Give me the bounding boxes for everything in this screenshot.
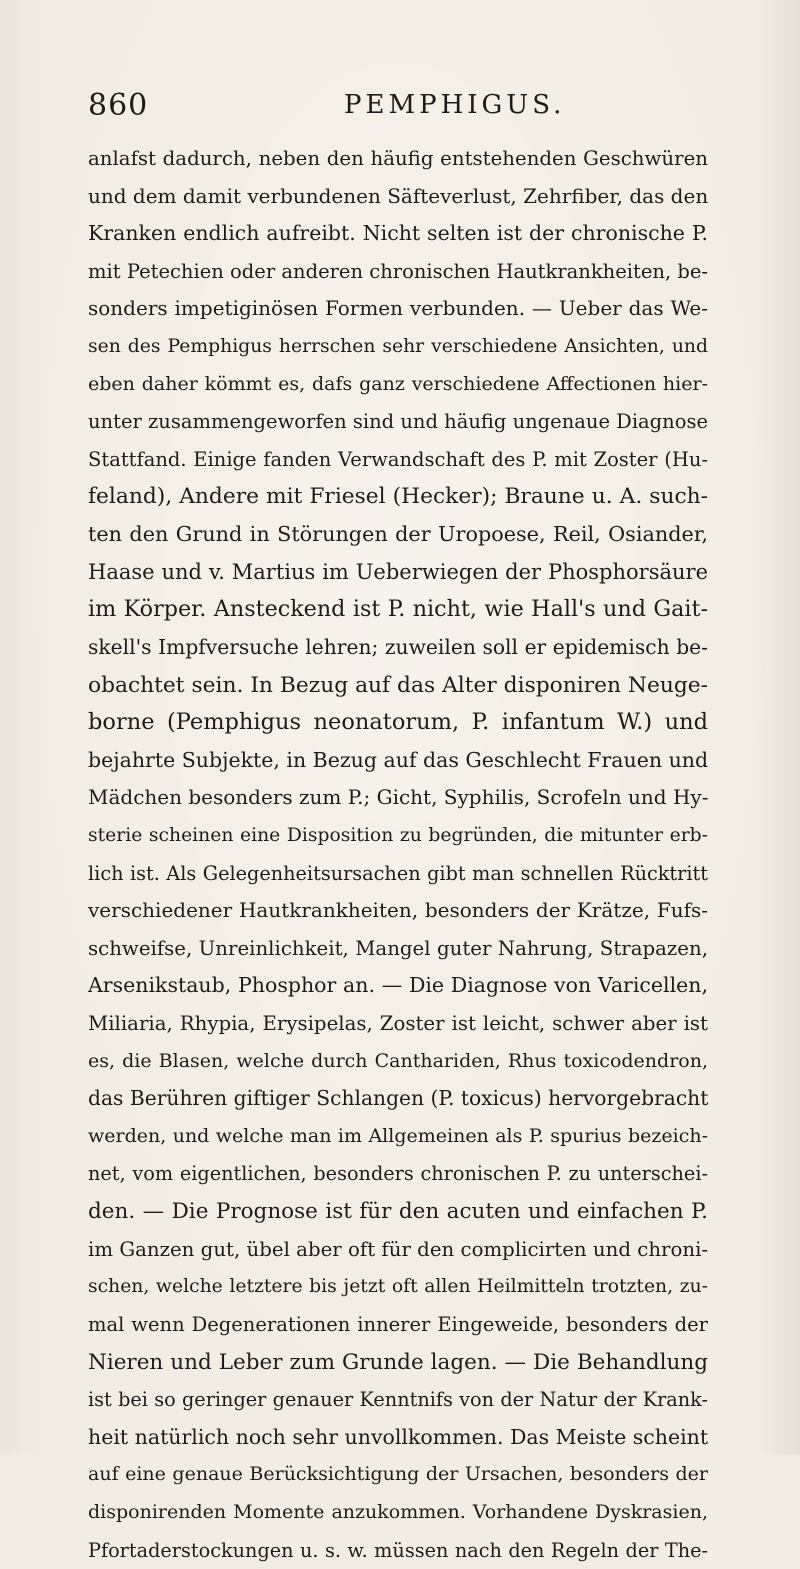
text-line: mal wenn Degenerationen innerer Eingeweide, besonders der bbox=[88, 1312, 708, 1336]
text-line: Pfortaderstockungen u. s. w. müssen nach den Regeln der The- bbox=[88, 1538, 708, 1562]
text-line: disponirenden Momente anzukommen. Vorhandene Dyskrasien, bbox=[88, 1500, 708, 1523]
text-line: feland), Andere mit Friesel (Hecker); Braune u. A. such- bbox=[88, 484, 708, 510]
text-line: werden, und welche man im Allgemeinen als P. spurius bezeich- bbox=[88, 1124, 708, 1147]
text-line: Mädchen besonders zum P.; Gicht, Syphilis, Scrofeln und Hy- bbox=[88, 785, 708, 810]
text-line: eben daher kömmt es, dafs ganz verschiedene Affectionen hier- bbox=[88, 372, 708, 395]
page-header bbox=[88, 88, 688, 128]
text-line: Haase und v. Martius im Ueberwiegen der Phosphorsäure bbox=[88, 559, 708, 584]
text-line: und dem damit verbundenen Säfteverlust, Zehrfiber, das den bbox=[88, 183, 708, 208]
text-line: schen, welche letztere bis jetzt oft allen Heilmitteln trotzten, zu- bbox=[88, 1276, 708, 1298]
text-line: sen des Pemphigus herrschen sehr verschiedene Ansichten, und bbox=[88, 336, 708, 358]
text-line: Nieren und Leber zum Grunde lagen. — Die Behandlung bbox=[88, 1349, 708, 1375]
text-line: net, vom eigentlichen, besonders chronischen P. zu unterschei- bbox=[88, 1162, 708, 1186]
text-line: lich ist. Als Gelegenheitsursachen gibt man schnellen Rücktritt bbox=[88, 861, 708, 885]
text-line: ist bei so geringer genauer Kenntnifs von der Natur der Krank- bbox=[88, 1388, 708, 1412]
text-line: Stattfand. Einige fanden Verwandschaft des P. mit Zoster (Hu- bbox=[88, 447, 708, 471]
text-line: verschiedener Hautkrankheiten, besonders der Krätze, Fufs- bbox=[88, 898, 708, 923]
text-line: heit natürlich noch sehr unvollkommen. Das Meiste scheint bbox=[88, 1424, 708, 1449]
text-line: unter zusammengeworfen sind und häufig ungenaue Diagnose bbox=[88, 410, 708, 434]
page-number: 860 bbox=[88, 88, 149, 123]
text-line: den. — Die Prognose ist für den acuten und einfachen P. bbox=[88, 1199, 708, 1225]
text-line: sonders impetiginösen Formen verbunden. — Ueber das We- bbox=[88, 296, 708, 321]
text-line: bejahrte Subjekte, in Bezug auf das Geschlecht Frauen und bbox=[88, 747, 708, 772]
text-line: Miliaria, Rhypia, Erysipelas, Zoster ist leicht, schwer aber ist bbox=[88, 1012, 708, 1036]
text-line: ten den Grund in Störungen der Uropoese, Reil, Osiander, bbox=[88, 522, 708, 547]
text-line: obachtet sein. In Bezug auf das Alter disponiren Neuge- bbox=[88, 672, 708, 698]
text-line: borne (Pemphigus neonatorum, P. infantum W.) und bbox=[88, 709, 708, 736]
text-line: schweifse, Unreinlichkeit, Mangel guter Nahrung, Strapazen, bbox=[88, 936, 708, 960]
running-title: PEMPHIGUS. bbox=[344, 90, 566, 120]
text-line: mit Petechien oder anderen chronischen Hautkrankheiten, be- bbox=[88, 259, 708, 283]
text-line: anlafst dadurch, neben den häufig entstehenden Geschwüren bbox=[88, 147, 708, 170]
text-line: es, die Blasen, welche durch Canthariden, Rhus toxicodendron, bbox=[88, 1049, 708, 1072]
text-line: Kranken endlich aufreibt. Nicht selten ist der chronische P. bbox=[88, 221, 708, 246]
body-text bbox=[88, 140, 708, 1569]
text-line: das Berühren giftiger Schlangen (P. toxicus) hervorgebracht bbox=[88, 1086, 708, 1111]
text-line: Arsenikstaub, Phosphor an. — Die Diagnose von Varicellen, bbox=[88, 973, 708, 998]
text-line: im Körper. Ansteckend ist P. nicht, wie Hall's und Gait- bbox=[88, 596, 708, 623]
text-line: auf eine genaue Berücksichtigung der Ursachen, besonders der bbox=[88, 1463, 708, 1486]
text-line: im Ganzen gut, übel aber oft für den complicirten und chroni- bbox=[88, 1237, 708, 1261]
text-line: skell's Impfversuche lehren; zuweilen soll er epidemisch be- bbox=[88, 634, 708, 659]
text-line: sterie scheinen eine Disposition zu begründen, die mitunter erb- bbox=[88, 824, 708, 846]
